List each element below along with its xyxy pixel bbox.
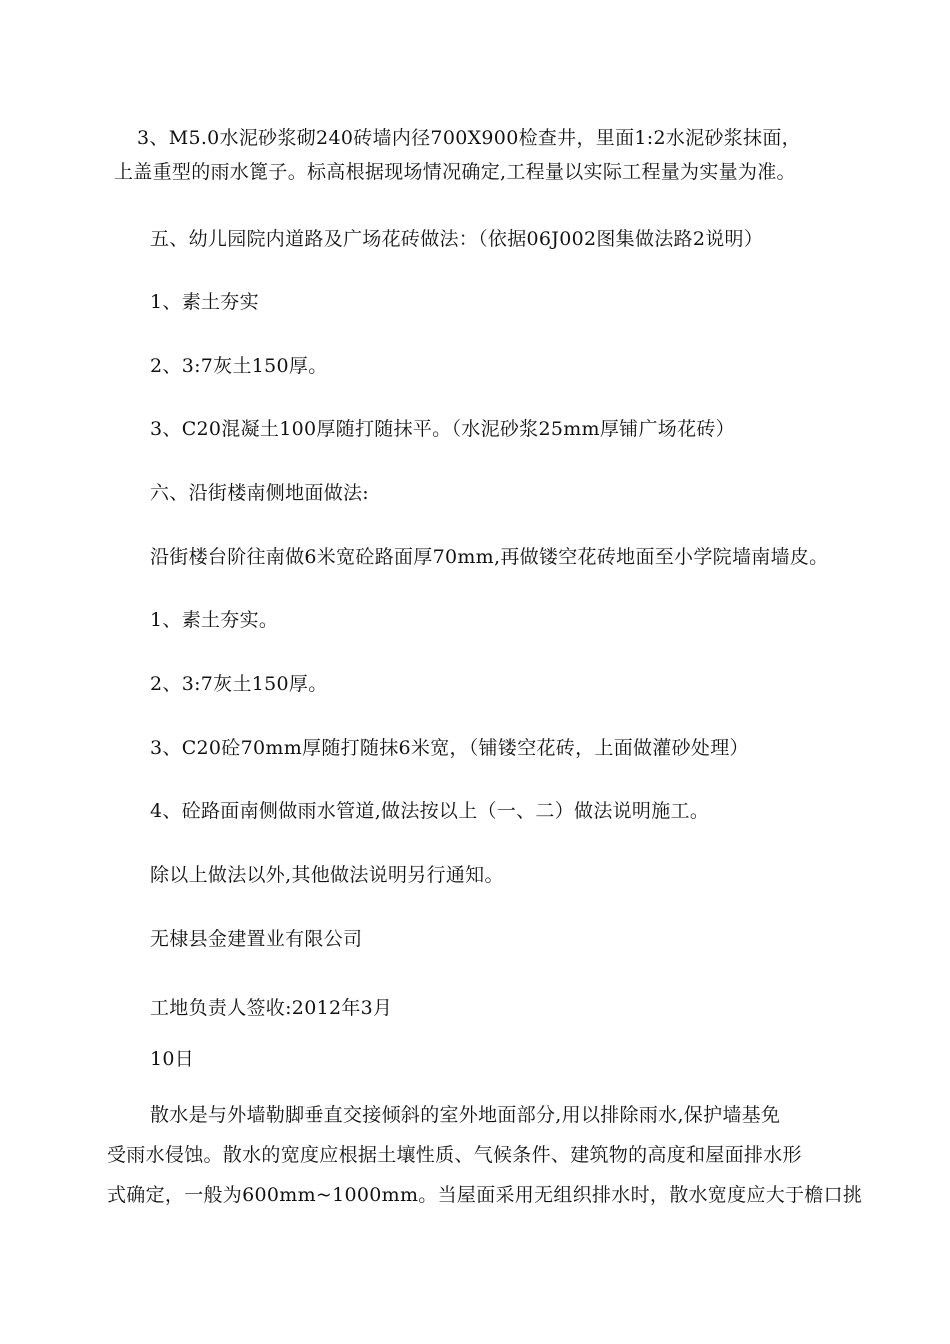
paragraph-line: 4、砼路面南侧做雨水管道,做法按以上（一、二）做法说明施工。 [150, 800, 710, 822]
paragraph-line: 受雨水侵蚀。散水的宽度应根据土壤性质、气候条件、建筑物的高度和屋面排水形 [107, 1144, 802, 1166]
paragraph-line: 1、素土夯实。 [150, 609, 279, 631]
paragraph-line: 沿街楼台阶往南做6米宽砼路面厚70mm,再做镂空花砖地面至小学院墙南墙皮。 [150, 546, 829, 568]
paragraph-line: 式确定，一般为600mm~1000mm。当屋面采用无组织排水时，散水宽度应大于檐口挑 [107, 1184, 863, 1206]
paragraph-line: 除以上做法以外,其他做法说明另行通知。 [150, 864, 504, 886]
paragraph-line: 2、3:7灰土150厚。 [150, 673, 328, 695]
paragraph-line: 上盖重型的雨水篦子。标高根据现场情况确定,工程量以实际工程量为实量为准。 [114, 161, 796, 183]
paragraph-line: 1、素土夯实 [150, 291, 259, 313]
paragraph-line: 3、C20混凝土100厚随打随抹平。（水泥砂浆25mm厚铺广场花砖） [150, 418, 735, 440]
signature-date: 10日 [150, 1048, 195, 1070]
paragraph-line: 3、M5.0水泥砂浆砌240砖墙内径700X900检查井，里面1:2水泥砂浆抹面， [137, 127, 801, 149]
section-heading: 六、沿街楼南侧地面做法: [150, 482, 370, 504]
paragraph-line: 2、3:7灰土150厚。 [150, 355, 328, 377]
section-heading: 五、幼儿园院内道路及广场花砖做法：（依据06J002图集做法路2说明） [150, 228, 764, 250]
paragraph-line: 散水是与外墙勒脚垂直交接倾斜的室外地面部分,用以排除雨水,保护墙基免 [150, 1104, 781, 1126]
signature-line: 工地负责人签收:2012年3月 [150, 997, 393, 1019]
company-name: 无棣县金建置业有限公司 [150, 928, 363, 950]
paragraph-line: 3、C20砼70mm厚随打随抹6米宽，（铺镂空花砖，上面做灌砂处理） [150, 737, 749, 759]
